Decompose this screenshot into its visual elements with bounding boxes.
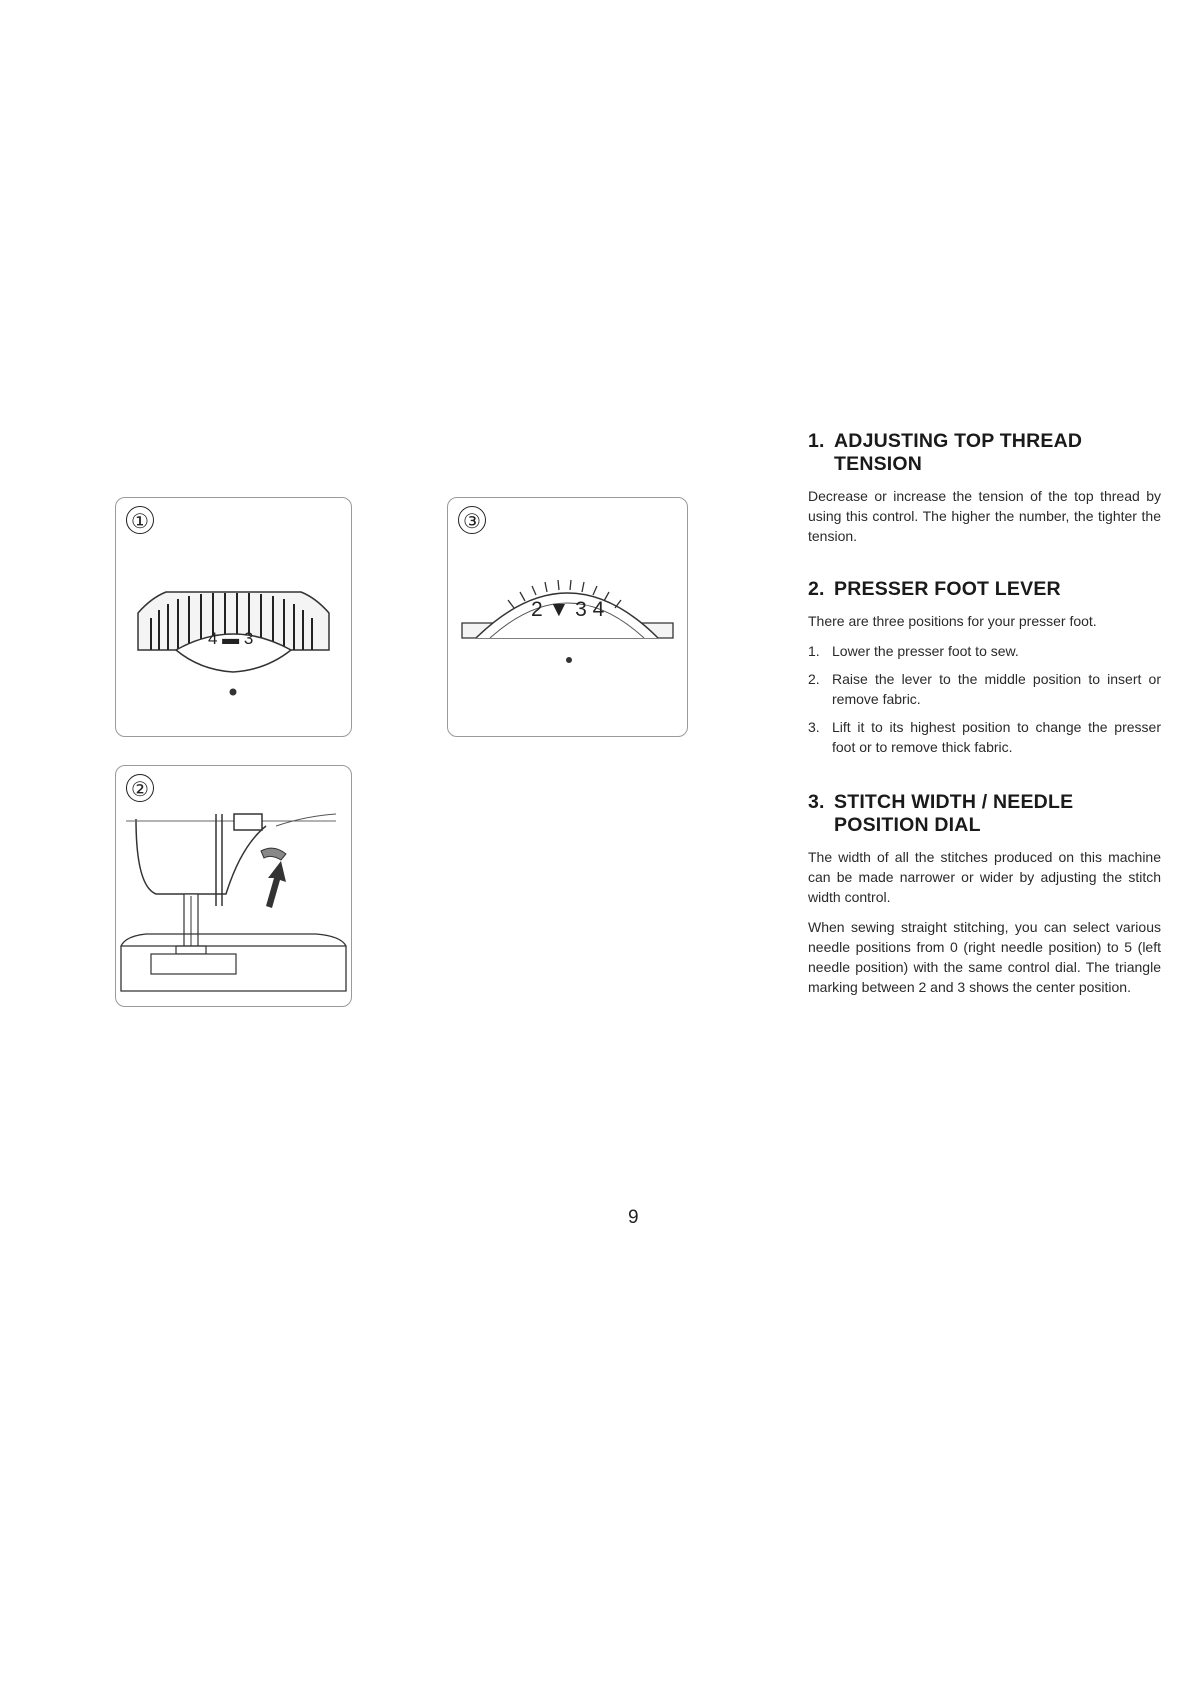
figure-2-presser-foot-lever — [115, 765, 352, 1007]
list-item-number: 2. — [808, 671, 820, 687]
list-item-number: 3. — [808, 719, 820, 735]
figure-1-tension-dial — [115, 497, 352, 737]
section-2-heading — [808, 578, 1161, 601]
list-item — [808, 641, 1161, 661]
figure-2-label: ② — [126, 774, 154, 802]
section-2-title: PRESSER FOOT LEVER — [834, 578, 1061, 600]
section-3-paragraph-1: The width of all the stitches produced on this machine can be made narrower or wider by adjusting the stitch width control. — [808, 849, 1161, 905]
page-number: 9 — [628, 1207, 639, 1228]
section-3-heading — [808, 791, 1161, 837]
section-2-number: 2. — [808, 578, 825, 600]
list-item — [808, 669, 1161, 709]
section-stitch-width-needle-position-dial — [808, 791, 1161, 997]
section-1-heading — [808, 430, 1161, 476]
section-3-paragraph-2: When sewing straight stitching, you can select various needle positions from 0 (right needle position) to 5 (left needle position) with the same control dial. The triangle marking between 2 and 3 shows the center position. — [808, 919, 1161, 995]
figure-1-label: ① — [126, 506, 154, 534]
figure-3-stitch-width-dial — [447, 497, 688, 737]
section-1-paragraph: Decrease or increase the tension of the top thread by using this control. The higher the number, the tighter the tension. — [808, 488, 1161, 544]
section-adjusting-top-thread-tension — [808, 430, 1161, 546]
section-presser-foot-lever — [808, 578, 1161, 757]
presser-foot-illustration — [116, 766, 351, 1006]
list-item-text: Lower the presser foot to sew. — [832, 643, 1019, 659]
list-item-text: Raise the lever to the middle position to insert or remove fabric. — [832, 671, 1161, 707]
tension-dial-marking: 4 ▬ 3 — [208, 629, 254, 648]
list-item-text: Lift it to its highest position to change the presser foot or to remove thick fabric. — [832, 719, 1161, 755]
section-1-number: 1. — [808, 430, 825, 452]
instruction-text-column — [808, 430, 1161, 997]
figure-3-label: ③ — [458, 506, 486, 534]
section-2-paragraph: There are three positions for your presser foot. — [808, 613, 1097, 629]
section-3-title: STITCH WIDTH / NEEDLE POSITION DIAL — [834, 791, 1074, 836]
presser-foot-positions-list — [808, 641, 1161, 757]
list-item-number: 1. — [808, 643, 820, 659]
tension-dial-illustration — [116, 498, 351, 736]
stitch-width-dial-marking: 2 ▼ 3 4 — [531, 598, 605, 621]
section-1-title: ADJUSTING TOP THREAD TENSION — [834, 430, 1083, 475]
section-3-number: 3. — [808, 791, 825, 813]
list-item — [808, 717, 1161, 757]
